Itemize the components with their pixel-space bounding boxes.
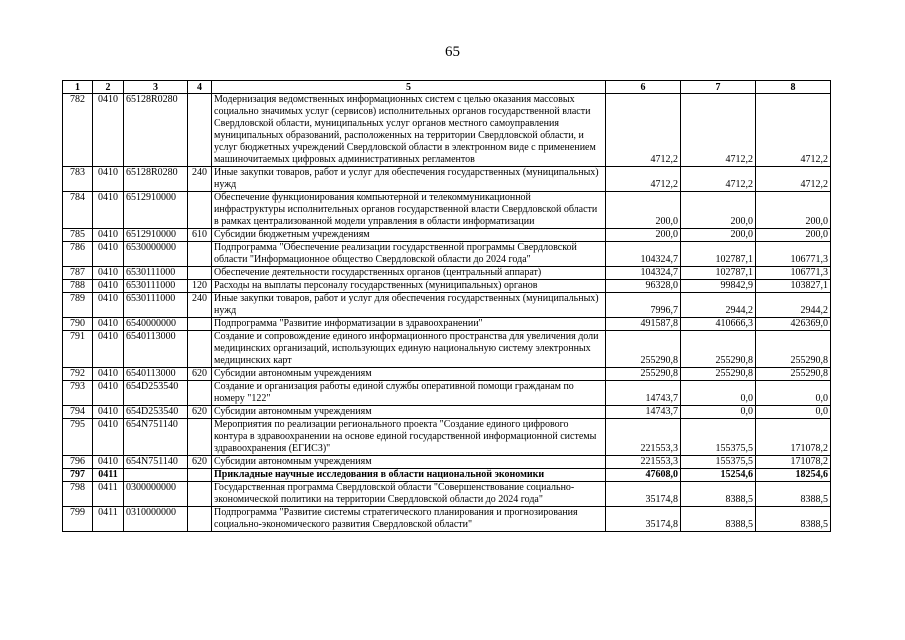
expense-type <box>188 267 212 280</box>
table-row <box>63 482 831 507</box>
value-col6: 200,0 <box>606 192 681 229</box>
section-code: 0410 <box>93 456 124 469</box>
row-number: 792 <box>63 368 93 381</box>
section-code: 0410 <box>93 229 124 242</box>
value-col6: 4712,2 <box>606 167 681 192</box>
target-code: 6530111000 <box>124 267 188 280</box>
value-col8: 426369,0 <box>756 318 831 331</box>
row-number: 794 <box>63 406 93 419</box>
section-code: 0411 <box>93 482 124 507</box>
row-name: Расходы на выплаты персоналу государственных (муниципальных) органов <box>212 280 606 293</box>
row-name: Государственная программа Свердловской области "Совершенствование социально-экономической политики на территории Свердловской области до 2024 года" <box>212 482 606 507</box>
table-row <box>63 293 831 318</box>
column-header: 7 <box>681 81 756 94</box>
row-number: 788 <box>63 280 93 293</box>
value-col7: 0,0 <box>681 381 756 406</box>
value-col8: 171078,2 <box>756 456 831 469</box>
target-code: 654D253540 <box>124 406 188 419</box>
value-col7: 2944,2 <box>681 293 756 318</box>
value-col6: 7996,7 <box>606 293 681 318</box>
expense-type: 610 <box>188 229 212 242</box>
budget-table <box>62 80 831 532</box>
target-code: 6540113000 <box>124 331 188 368</box>
value-col7: 200,0 <box>681 229 756 242</box>
value-col8: 4712,2 <box>756 94 831 167</box>
row-name: Субсидии автономным учреждениям <box>212 456 606 469</box>
column-header: 1 <box>63 81 93 94</box>
expense-type <box>188 242 212 267</box>
row-number: 787 <box>63 267 93 280</box>
expense-type <box>188 507 212 532</box>
row-name: Субсидии автономным учреждениям <box>212 368 606 381</box>
row-name: Создание и сопровождение единого информационного пространства для увеличения доли медицинских организаций, использующих единую национальную систему электронных медицинских карт <box>212 331 606 368</box>
section-code: 0410 <box>93 94 124 167</box>
target-code: 654N751140 <box>124 419 188 456</box>
value-col6: 4712,2 <box>606 94 681 167</box>
value-col7: 4712,2 <box>681 167 756 192</box>
section-code: 0410 <box>93 242 124 267</box>
row-name: Иные закупки товаров, работ и услуг для обеспечения государственных (муниципальных) нужд <box>212 167 606 192</box>
column-header: 2 <box>93 81 124 94</box>
target-code: 654D253540 <box>124 381 188 406</box>
table-row <box>63 507 831 532</box>
expense-type: 620 <box>188 456 212 469</box>
table-row <box>63 280 831 293</box>
value-col6: 14743,7 <box>606 381 681 406</box>
row-name: Подпрограмма "Развитие информатизации в здравоохранении" <box>212 318 606 331</box>
value-col7: 155375,5 <box>681 419 756 456</box>
value-col6: 221553,3 <box>606 456 681 469</box>
expense-type <box>188 94 212 167</box>
value-col7: 4712,2 <box>681 94 756 167</box>
section-code: 0410 <box>93 167 124 192</box>
row-number: 796 <box>63 456 93 469</box>
value-col8: 2944,2 <box>756 293 831 318</box>
section-code: 0410 <box>93 318 124 331</box>
value-col7: 102787,1 <box>681 242 756 267</box>
row-number: 785 <box>63 229 93 242</box>
value-col6: 221553,3 <box>606 419 681 456</box>
row-name: Субсидии автономным учреждениям <box>212 406 606 419</box>
value-col8: 255290,8 <box>756 368 831 381</box>
expense-type <box>188 419 212 456</box>
value-col6: 14743,7 <box>606 406 681 419</box>
target-code: 6530111000 <box>124 293 188 318</box>
expense-type <box>188 192 212 229</box>
table-row <box>63 167 831 192</box>
row-number: 791 <box>63 331 93 368</box>
value-col6: 96328,0 <box>606 280 681 293</box>
row-name: Подпрограмма "Развитие системы стратегического планирования и прогнозирования социально-экономического развития Свердловской области" <box>212 507 606 532</box>
value-col7: 410666,3 <box>681 318 756 331</box>
section-code: 0410 <box>93 280 124 293</box>
expense-type: 620 <box>188 368 212 381</box>
table-row <box>63 318 831 331</box>
value-col7: 8388,5 <box>681 482 756 507</box>
table-row <box>63 192 831 229</box>
column-header: 3 <box>124 81 188 94</box>
section-code: 0410 <box>93 331 124 368</box>
value-col8: 18254,6 <box>756 469 831 482</box>
value-col8: 200,0 <box>756 192 831 229</box>
section-code: 0410 <box>93 419 124 456</box>
row-name: Обеспечение функционирования компьютерной и телекоммуникационной инфраструктуры исполнительных органов государственной власти Свердловской области в рамках централизованной модели управления в области информатизации <box>212 192 606 229</box>
row-name: Субсидии бюджетным учреждениям <box>212 229 606 242</box>
value-col6: 35174,8 <box>606 507 681 532</box>
value-col6: 104324,7 <box>606 242 681 267</box>
section-code: 0410 <box>93 381 124 406</box>
row-number: 782 <box>63 94 93 167</box>
value-col8: 8388,5 <box>756 507 831 532</box>
page-number: 65 <box>445 44 460 60</box>
row-number: 797 <box>63 469 93 482</box>
value-col8: 0,0 <box>756 381 831 406</box>
row-name: Подпрограмма "Обеспечение реализации государственной программы Свердловской области "Информационное общество Свердловской области до 2024 года" <box>212 242 606 267</box>
row-number: 795 <box>63 419 93 456</box>
target-code: 0310000000 <box>124 507 188 532</box>
table-row <box>63 419 831 456</box>
value-col6: 35174,8 <box>606 482 681 507</box>
table-row <box>63 229 831 242</box>
value-col6: 491587,8 <box>606 318 681 331</box>
row-number: 783 <box>63 167 93 192</box>
target-code: 65128R0280 <box>124 94 188 167</box>
value-col7: 8388,5 <box>681 507 756 532</box>
value-col7: 0,0 <box>681 406 756 419</box>
target-code: 6540113000 <box>124 368 188 381</box>
row-number: 793 <box>63 381 93 406</box>
value-col6: 255290,8 <box>606 368 681 381</box>
row-name: Прикладные научные исследования в области национальной экономики <box>212 469 606 482</box>
value-col7: 99842,9 <box>681 280 756 293</box>
target-code <box>124 469 188 482</box>
column-header: 4 <box>188 81 212 94</box>
target-code: 65128R0280 <box>124 167 188 192</box>
table-row <box>63 331 831 368</box>
row-number: 790 <box>63 318 93 331</box>
value-col8: 106771,3 <box>756 267 831 280</box>
table-row <box>63 94 831 167</box>
section-code: 0410 <box>93 293 124 318</box>
table-row <box>63 469 831 482</box>
value-col7: 155375,5 <box>681 456 756 469</box>
row-number: 799 <box>63 507 93 532</box>
row-name: Иные закупки товаров, работ и услуг для обеспечения государственных (муниципальных) нужд <box>212 293 606 318</box>
table-row <box>63 456 831 469</box>
column-header: 8 <box>756 81 831 94</box>
value-col8: 171078,2 <box>756 419 831 456</box>
table-row <box>63 381 831 406</box>
value-col8: 8388,5 <box>756 482 831 507</box>
value-col8: 200,0 <box>756 229 831 242</box>
expense-type: 240 <box>188 293 212 318</box>
value-col7: 200,0 <box>681 192 756 229</box>
value-col7: 255290,8 <box>681 331 756 368</box>
row-name: Мероприятия по реализации регионального проекта "Создание единого цифрового контура в здравоохранении на основе единой государственной информационной системы здравоохранения (ЕГИСЗ)" <box>212 419 606 456</box>
section-code: 0410 <box>93 368 124 381</box>
target-code: 6512910000 <box>124 192 188 229</box>
target-code: 6540000000 <box>124 318 188 331</box>
expense-type: 620 <box>188 406 212 419</box>
section-code: 0411 <box>93 469 124 482</box>
expense-type: 120 <box>188 280 212 293</box>
target-code: 6530111000 <box>124 280 188 293</box>
section-code: 0411 <box>93 507 124 532</box>
section-code: 0410 <box>93 406 124 419</box>
section-code: 0410 <box>93 192 124 229</box>
row-name: Модернизация ведомственных информационных систем с целью оказания массовых социально значимых услуг (сервисов) исполнительных органов государственной власти Свердловской области, муниципальных услуг органов местного самоуправления муниципальных образований, расположенных на территории Свердловской области, и услуг бюджетных учреждений Свердловской области в электронном виде с применением машиночитаемых цифровых административных регламентов <box>212 94 606 167</box>
expense-type: 240 <box>188 167 212 192</box>
expense-type <box>188 381 212 406</box>
target-code: 654N751140 <box>124 456 188 469</box>
expense-type <box>188 318 212 331</box>
value-col8: 255290,8 <box>756 331 831 368</box>
expense-type <box>188 482 212 507</box>
column-header: 5 <box>212 81 606 94</box>
value-col8: 106771,3 <box>756 242 831 267</box>
column-header: 6 <box>606 81 681 94</box>
row-number: 784 <box>63 192 93 229</box>
value-col6: 104324,7 <box>606 267 681 280</box>
table-row <box>63 406 831 419</box>
value-col7: 255290,8 <box>681 368 756 381</box>
row-number: 789 <box>63 293 93 318</box>
row-name: Обеспечение деятельности государственных органов (центральный аппарат) <box>212 267 606 280</box>
table-header-row <box>63 81 831 94</box>
row-number: 798 <box>63 482 93 507</box>
table-row <box>63 267 831 280</box>
target-code: 6512910000 <box>124 229 188 242</box>
row-name: Создание и организация работы единой службы оперативной помощи гражданам по номеру "122" <box>212 381 606 406</box>
table-row <box>63 368 831 381</box>
value-col8: 0,0 <box>756 406 831 419</box>
value-col7: 102787,1 <box>681 267 756 280</box>
expense-type <box>188 331 212 368</box>
value-col6: 255290,8 <box>606 331 681 368</box>
value-col6: 200,0 <box>606 229 681 242</box>
value-col8: 103827,1 <box>756 280 831 293</box>
target-code: 0300000000 <box>124 482 188 507</box>
value-col8: 4712,2 <box>756 167 831 192</box>
table-row <box>63 242 831 267</box>
value-col6: 47608,0 <box>606 469 681 482</box>
row-number: 786 <box>63 242 93 267</box>
section-code: 0410 <box>93 267 124 280</box>
expense-type <box>188 469 212 482</box>
value-col7: 15254,6 <box>681 469 756 482</box>
target-code: 6530000000 <box>124 242 188 267</box>
